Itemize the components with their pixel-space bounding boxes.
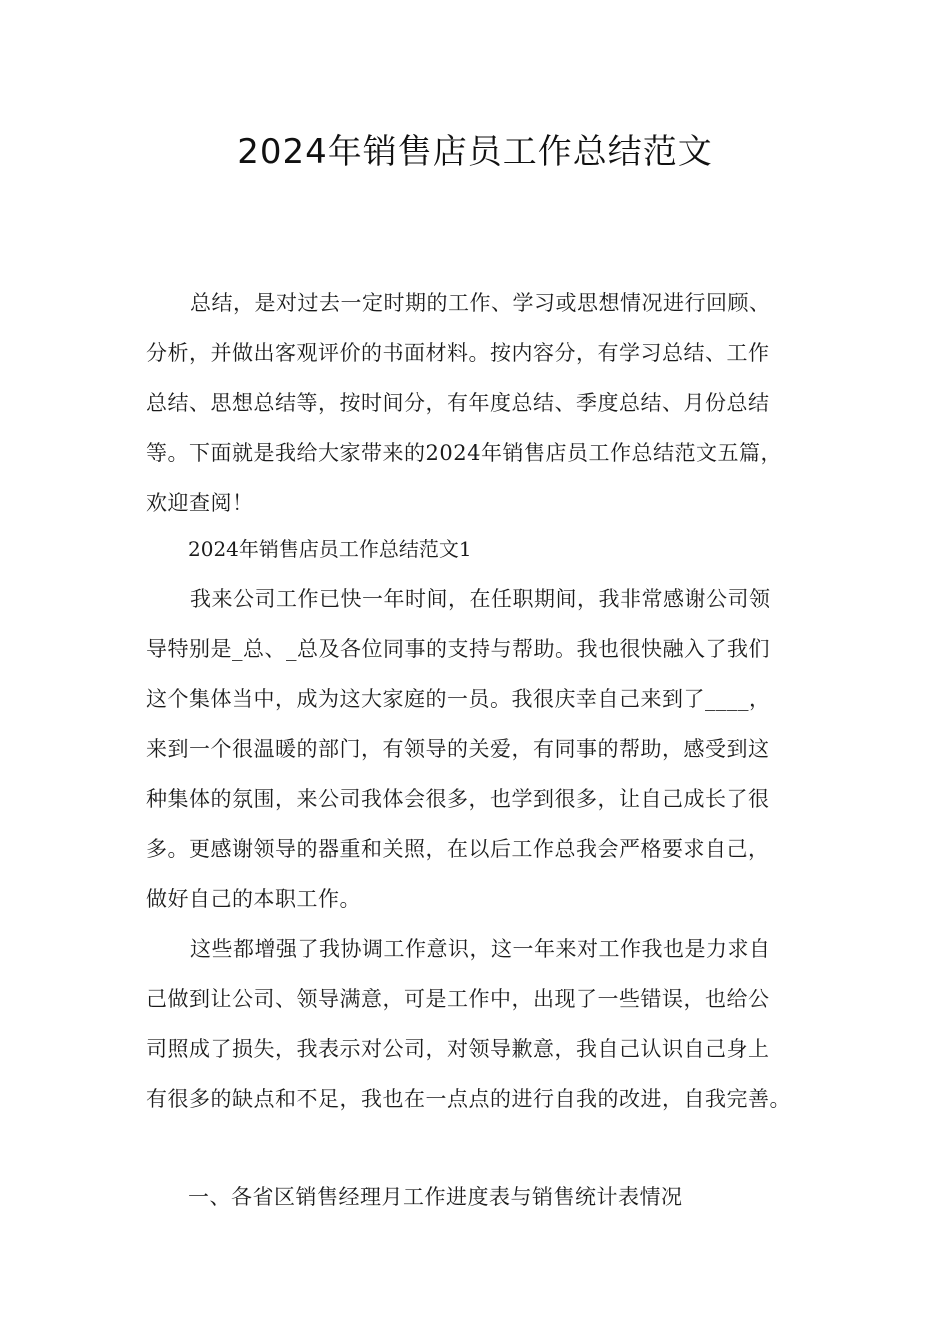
text-line: 司照成了损失，我表示对公司，对领导歉意，我自己认识自己身上 (146, 1037, 770, 1061)
text-line: 等。下面就是我给大家带来的2024年销售店员工作总结范文五篇， (146, 441, 782, 465)
text-line: 这个集体当中，成为这大家庭的一员。我很庆幸自己来到了____， (146, 687, 771, 711)
text-line: 总结，是对过去一定时期的工作、学习或思想情况进行回顾、 (190, 291, 771, 315)
text-line: 我来公司工作已快一年时间，在任职期间，我非常感谢公司领 (190, 587, 771, 611)
text-line: 多。更感谢领导的器重和关照，在以后工作总我会严格要求自己， (146, 837, 770, 861)
body-paragraph (146, 574, 812, 924)
text-line: 做好自己的本职工作。 (146, 887, 361, 911)
text-line: 总结、思想总结等，按时间分，有年度总结、季度总结、月份总结 (146, 391, 770, 415)
text-line: 导特别是_总、_总及各位同事的支持与帮助。我也很快融入了我们 (146, 637, 770, 661)
text-line: 这些都增强了我协调工作意识，这一年来对工作我也是力求自 (190, 937, 771, 961)
body-paragraph (146, 924, 812, 1124)
text-line: 分析，并做出客观评价的书面材料。按内容分，有学习总结、工作 (146, 341, 770, 365)
text-line: 有很多的缺点和不足，我也在一点点的进行自我的改进，自我完善。 (146, 1087, 791, 1111)
text-line: 种集体的氛围，来公司我体会很多，也学到很多，让自己成长了很 (146, 787, 770, 811)
text-line: 来到一个很温暖的部门，有领导的关爱，有同事的帮助，感受到这 (146, 737, 770, 761)
article-subheading: 2024年销售店员工作总结范文1 (188, 537, 472, 561)
intro-paragraph (146, 278, 812, 528)
text-line: 己做到让公司、领导满意，可是工作中，出现了一些错误，也给公 (146, 987, 770, 1011)
document-title: 2024年销售店员工作总结范文 (237, 132, 713, 172)
text-line: 欢迎查阅！ (146, 491, 254, 515)
section-heading: 一、各省区销售经理月工作进度表与销售统计表情况 (188, 1185, 683, 1209)
